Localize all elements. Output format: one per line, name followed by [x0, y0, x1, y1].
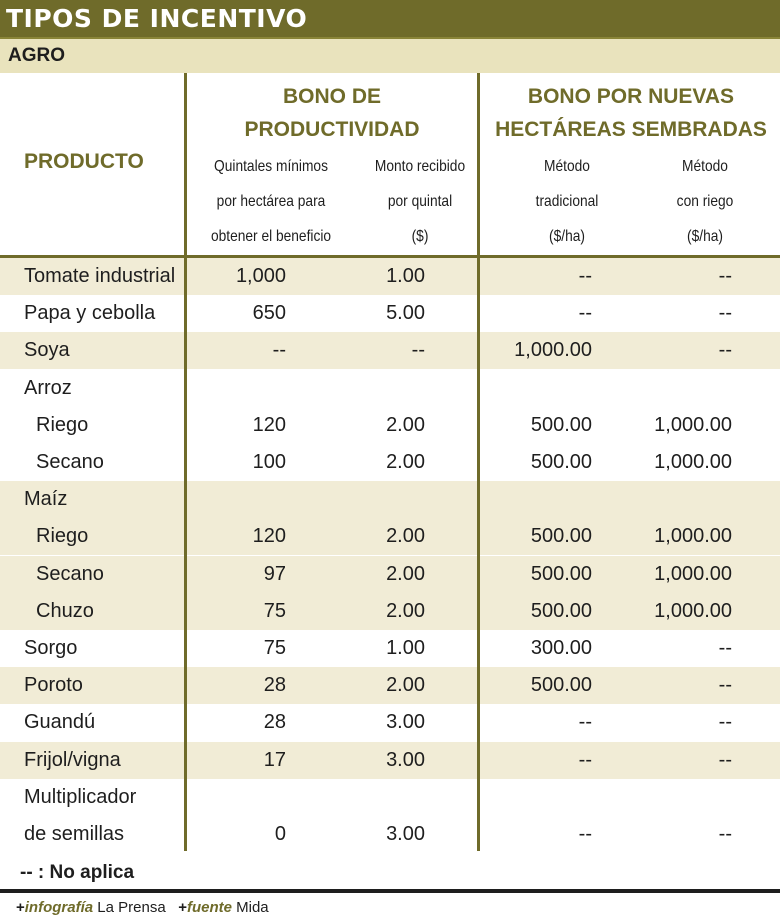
- plus-icon: +: [178, 899, 187, 916]
- tradicional-cell: 500.00: [530, 674, 592, 697]
- monto-cell: 1.00: [386, 637, 425, 659]
- quintales-cell: 97: [263, 562, 286, 585]
- column-header-line: Monto recibido: [374, 158, 466, 175]
- riego-cell: --: [718, 302, 732, 325]
- tradicional-cell: --: [578, 823, 592, 845]
- monto-cell: 2.00: [386, 674, 425, 697]
- column-header-monto: [351, 149, 489, 254]
- table-row: [0, 779, 780, 816]
- monto-cell: 5.00: [386, 302, 425, 325]
- table-row: [0, 332, 780, 369]
- product-cell: Maíz: [24, 488, 68, 511]
- column-header-line: con riego: [676, 193, 734, 210]
- product-cell: de semillas: [24, 823, 125, 845]
- credit-value: Mida: [236, 899, 269, 916]
- column-header-line: ($): [411, 228, 429, 245]
- tradicional-cell: --: [578, 748, 592, 771]
- quintales-cell: 17: [263, 748, 286, 771]
- footer-divider: [0, 889, 780, 893]
- column-header-line: Método: [544, 158, 590, 175]
- group-header-hectareas: [482, 80, 780, 146]
- monto-cell: 2.00: [386, 562, 425, 585]
- header-divider: [0, 255, 780, 258]
- quintales-cell: 28: [263, 674, 286, 697]
- column-divider: [184, 73, 187, 851]
- product-cell: Arroz: [24, 376, 72, 399]
- tradicional-cell: 500.00: [530, 525, 592, 548]
- tradicional-cell: 500.00: [530, 413, 592, 436]
- table-row: [0, 295, 780, 332]
- monto-cell: 2.00: [386, 525, 425, 548]
- tradicional-cell: 500.00: [530, 451, 592, 473]
- column-header-line: por hectárea para: [216, 193, 326, 210]
- tradicional-cell: --: [578, 711, 592, 734]
- product-cell: Papa y cebolla: [24, 302, 156, 325]
- quintales-cell: 650: [252, 302, 286, 325]
- product-cell: Poroto: [24, 674, 83, 697]
- riego-cell: 1,000.00: [654, 599, 732, 622]
- table-row: [0, 258, 780, 295]
- quintales-cell: 0: [274, 823, 286, 845]
- monto-cell: 2.00: [386, 413, 425, 436]
- riego-cell: --: [718, 265, 732, 287]
- monto-cell: 3.00: [386, 748, 425, 771]
- tradicional-cell: 500.00: [530, 562, 592, 585]
- column-header-tradicional: [503, 149, 632, 254]
- riego-cell: --: [718, 339, 732, 362]
- table-row: [0, 481, 780, 518]
- column-header-line: Quintales mínimos: [214, 158, 328, 175]
- product-cell: Multiplicador: [24, 785, 137, 808]
- table-row: [0, 630, 780, 667]
- product-cell: Soya: [24, 339, 70, 362]
- riego-cell: 1,000.00: [654, 525, 732, 548]
- section-label: AGRO: [0, 37, 780, 73]
- credits: [16, 898, 269, 918]
- riego-cell: --: [718, 637, 732, 659]
- product-header: PRODUCTO: [24, 150, 144, 173]
- table-row: [0, 556, 780, 593]
- table-row: [0, 667, 780, 704]
- table-row: [0, 816, 780, 853]
- column-divider: [477, 73, 480, 851]
- group-header-line: PRODUCTIVIDAD: [244, 118, 420, 141]
- plus-icon: +: [16, 899, 25, 916]
- column-header-riego: [641, 149, 770, 254]
- product-cell: Chuzo: [36, 599, 94, 622]
- quintales-cell: --: [272, 339, 286, 362]
- column-header-line: Método: [682, 158, 728, 175]
- quintales-cell: 75: [263, 637, 286, 659]
- column-header-quintales: [198, 149, 344, 254]
- group-header-line: BONO DE: [282, 85, 381, 108]
- tradicional-cell: --: [578, 302, 592, 325]
- quintales-cell: 120: [252, 413, 286, 436]
- tradicional-cell: 300.00: [530, 637, 592, 659]
- product-cell: Sorgo: [24, 637, 78, 659]
- group-header-line: HECTÁREAS SEMBRADAS: [495, 118, 767, 141]
- monto-cell: 3.00: [386, 711, 425, 734]
- riego-cell: --: [718, 748, 732, 771]
- table-row: [0, 518, 780, 555]
- group-header-line: BONO POR NUEVAS: [527, 85, 735, 108]
- quintales-cell: 1,000: [235, 265, 286, 287]
- riego-cell: --: [718, 711, 732, 734]
- riego-cell: 1,000.00: [654, 451, 732, 473]
- monto-cell: 3.00: [386, 823, 425, 845]
- monto-cell: 1.00: [386, 265, 425, 287]
- quintales-cell: 120: [252, 525, 286, 548]
- column-header-line: por quintal: [387, 193, 453, 210]
- monto-cell: 2.00: [386, 599, 425, 622]
- table-row: [0, 742, 780, 779]
- riego-cell: 1,000.00: [654, 562, 732, 585]
- monto-cell: 2.00: [386, 451, 425, 473]
- page-title: TIPOS DE INCENTIVO: [0, 0, 780, 37]
- quintales-cell: 75: [263, 599, 286, 622]
- credit-label: infografía: [24, 899, 94, 916]
- table-row: [0, 407, 780, 444]
- riego-cell: --: [718, 674, 732, 697]
- credit-value: La Prensa: [97, 899, 166, 916]
- credit-label: fuente: [186, 899, 232, 916]
- monto-cell: --: [411, 339, 425, 362]
- tradicional-cell: 500.00: [530, 599, 592, 622]
- product-cell: Secano: [36, 451, 104, 473]
- quintales-cell: 28: [263, 711, 286, 734]
- column-header-line: tradicional: [535, 193, 599, 210]
- table-row: [0, 370, 780, 407]
- product-cell: Guandú: [24, 711, 96, 734]
- product-cell: Frijol/vigna: [24, 748, 121, 771]
- quintales-cell: 100: [252, 451, 286, 473]
- tradicional-cell: 1,000.00: [514, 339, 592, 362]
- product-cell: Secano: [36, 562, 104, 585]
- product-cell: Riego: [36, 525, 89, 548]
- table-row: [0, 593, 780, 630]
- column-header-line: ($/ha): [687, 228, 723, 245]
- column-header-line: obtener el beneficio: [210, 228, 332, 245]
- product-cell: Tomate industrial: [24, 265, 176, 287]
- riego-cell: 1,000.00: [654, 413, 732, 436]
- legend-note: -- : No aplica: [20, 862, 135, 883]
- column-header-line: ($/ha): [549, 228, 585, 245]
- group-header-productividad: [186, 80, 478, 146]
- tradicional-cell: --: [578, 265, 592, 287]
- product-cell: Riego: [36, 413, 89, 436]
- riego-cell: --: [718, 823, 732, 845]
- table-row: [0, 444, 780, 481]
- table-row: [0, 704, 780, 741]
